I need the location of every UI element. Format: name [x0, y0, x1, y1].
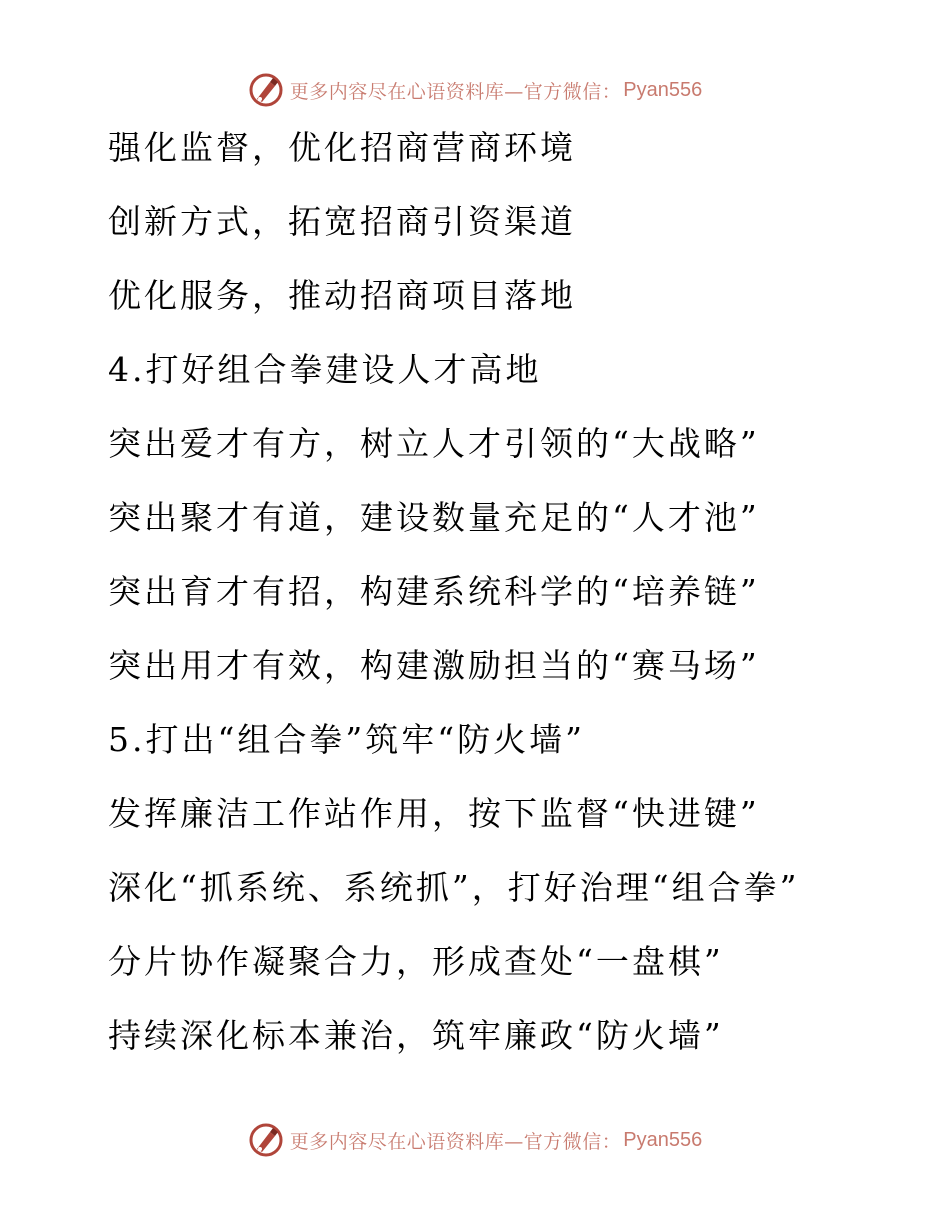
text-line: 突出爱才有方，树立人才引领的“大战略” [108, 424, 760, 463]
text-line: 突出育才有招，构建系统科学的“培养链” [108, 572, 760, 611]
watermark-wechat-id: Pyan556 [623, 78, 703, 101]
section-heading: 5.打出“组合拳”筑牢“防火墙” [108, 720, 585, 759]
text-line: 分片协作凝聚合力，形成查处“一盘棋” [108, 942, 724, 981]
pen-logo-icon [248, 72, 284, 108]
text-line: 持续深化标本兼治，筑牢廉政“防火墙” [108, 1016, 724, 1055]
watermark-wechat-id: Pyan556 [623, 1128, 703, 1151]
header-watermark [0, 70, 950, 110]
text-line: 突出用才有效，构建激励担当的“赛马场” [108, 646, 760, 685]
text-line: 强化监督，优化招商营商环境 [108, 128, 576, 167]
pen-logo-icon [248, 1122, 284, 1158]
watermark-text: 更多内容尽在心语资料库—官方微信： [289, 80, 622, 103]
watermark-text: 更多内容尽在心语资料库—官方微信： [289, 1130, 622, 1153]
text-line: 优化服务，推动招商项目落地 [108, 276, 576, 315]
section-heading: 4.打好组合拳建设人才高地 [108, 350, 542, 389]
text-line: 深化“抓系统、系统抓”，打好治理“组合拳” [108, 868, 800, 907]
footer-watermark [0, 1120, 950, 1160]
text-line: 突出聚才有道，建设数量充足的“人才池” [108, 498, 760, 537]
document-body [108, 124, 928, 1086]
text-line: 发挥廉洁工作站作用，按下监督“快进键” [108, 794, 760, 833]
text-line: 创新方式，拓宽招商引资渠道 [108, 202, 576, 241]
